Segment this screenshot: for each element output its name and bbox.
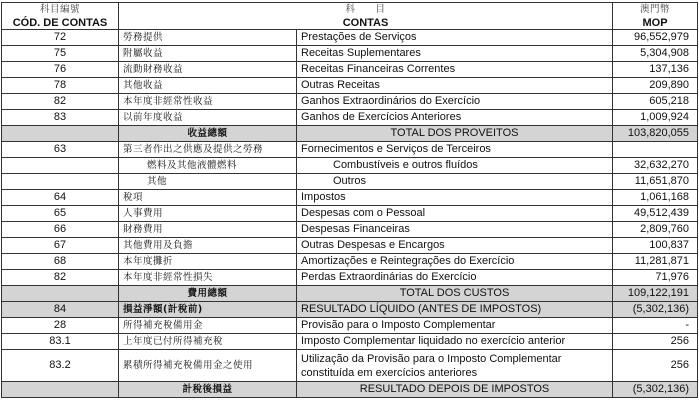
row-code: 76: [2, 62, 119, 78]
row-label-zh: 其他: [119, 174, 297, 190]
total-row-proveitos: [2, 126, 698, 142]
row-label-zh: 流動財務收益: [119, 62, 297, 78]
table-row: [2, 206, 698, 222]
row-label-pt: Despesas Financeiras: [297, 222, 613, 238]
row-label-pt: Amortizações e Reintegrações do Exercício: [297, 254, 613, 270]
row-value: 109,122,191: [613, 286, 698, 302]
row-label-zh: 所得補充稅備用金: [119, 318, 297, 334]
row-label-zh: 本年度非經常性損失: [119, 270, 297, 286]
row-label-zh: 上年度已付所得補充稅: [119, 334, 297, 350]
row-label-pt: RESULTADO DEPOIS DE IMPOSTOS: [297, 382, 613, 398]
row-value: 256: [613, 334, 698, 350]
row-value: [613, 142, 698, 158]
table-row: [2, 334, 698, 350]
row-code: 83.2: [2, 350, 119, 382]
row-label-pt: TOTAL DOS PROVEITOS: [297, 126, 613, 142]
row-label-zh: 其他費用及負擔: [119, 238, 297, 254]
row-label-pt: Outras Receitas: [297, 78, 613, 94]
header-row-zh: [2, 3, 698, 17]
row-code: 75: [2, 46, 119, 62]
row-code: [2, 174, 119, 190]
row-code: 28: [2, 318, 119, 334]
row-label-pt: Combustíveis e outros fluídos: [297, 158, 613, 174]
row-label-pt: Despesas com o Pessoal: [297, 206, 613, 222]
row-value: 5,304,908: [613, 46, 698, 62]
row-value: 137,136: [613, 62, 698, 78]
row-value: -: [613, 318, 698, 334]
row-label-zh: 損益淨額(計稅前): [119, 302, 297, 318]
row-code: 78: [2, 78, 119, 94]
row-label-pt: Ganhos de Exercícios Anteriores: [297, 110, 613, 126]
row-value: 71,976: [613, 270, 698, 286]
row-code: [2, 126, 119, 142]
header-currency-zh: 澳門幣: [613, 3, 698, 17]
row-value: 96,552,979: [613, 30, 698, 46]
row-label-pt: Receitas Financeiras Correntes: [297, 62, 613, 78]
row-code: [2, 382, 119, 398]
row-label-zh: 費用總額: [119, 286, 297, 302]
row-label-pt: Perdas Extraordinárias do Exercício: [297, 270, 613, 286]
row-value: 209,890: [613, 78, 698, 94]
row-value: 11,651,870: [613, 174, 698, 190]
row-label-zh: 收益總額: [119, 126, 297, 142]
row-label-pt: Ganhos Extraordinários do Exercício: [297, 94, 613, 110]
table-row: [2, 78, 698, 94]
table-row: [2, 142, 698, 158]
row-label-zh: 計稅後損益: [119, 382, 297, 398]
header-code-pt: CÓD. DE CONTAS: [2, 16, 119, 30]
header-row-pt: [2, 16, 698, 30]
table-row: [2, 270, 698, 286]
row-value: 32,632,270: [613, 158, 698, 174]
table-row: [2, 350, 698, 382]
row-value: (5,302,136): [613, 382, 698, 398]
row-label-pt: Imposto Complementar liquidado no exercício anterior: [297, 334, 613, 350]
row-value: 1,061,168: [613, 190, 698, 206]
row-code: [2, 158, 119, 174]
row-label-zh: 本年度非經常性收益: [119, 94, 297, 110]
row-label-pt: TOTAL DOS CUSTOS: [297, 286, 613, 302]
row-value: 49,512,439: [613, 206, 698, 222]
row-code: 63: [2, 142, 119, 158]
table-row: [2, 110, 698, 126]
row-label-pt: Receitas Suplementares: [297, 46, 613, 62]
row-label-pt: Prestações de Serviços: [297, 30, 613, 46]
header-contas-zh: 科 目: [119, 3, 613, 17]
row-code: [2, 286, 119, 302]
header-contas-pt: CONTAS: [119, 16, 613, 30]
row-label-zh: 人事費用: [119, 206, 297, 222]
row-value: 605,218: [613, 94, 698, 110]
row-code: 72: [2, 30, 119, 46]
row-label-pt: RESULTADO LÍQUIDO (ANTES DE IMPOSTOS): [297, 302, 613, 318]
table-row: [2, 190, 698, 206]
row-label-zh: 稅項: [119, 190, 297, 206]
row-code: 67: [2, 238, 119, 254]
row-value: 100,837: [613, 238, 698, 254]
table-row: [2, 238, 698, 254]
row-code: 68: [2, 254, 119, 270]
row-label-pt: Fornecimentos e Serviços de Terceiros: [297, 142, 613, 158]
row-code: 83: [2, 110, 119, 126]
row-label-pt: [297, 350, 613, 382]
row-value: 103,820,055: [613, 126, 698, 142]
table-row: [2, 254, 698, 270]
row-value: 1,009,924: [613, 110, 698, 126]
table-row: [2, 62, 698, 78]
row-label-zh: 其他收益: [119, 78, 297, 94]
row-label-pt: Outras Despesas e Encargos: [297, 238, 613, 254]
row-label-zh: 附屬收益: [119, 46, 297, 62]
table-row: [2, 174, 698, 190]
row-code: 82: [2, 270, 119, 286]
row-label-pt: Outros: [297, 174, 613, 190]
row-label-pt-line1: Utilização da Provisão para o Imposto Complementar: [301, 352, 562, 365]
row-label-zh: 以前年度收益: [119, 110, 297, 126]
row-label-zh: 勞務提供: [119, 30, 297, 46]
income-statement: [1, 2, 697, 398]
table-row: [2, 94, 698, 110]
row-code: 64: [2, 190, 119, 206]
result-after-tax-row: [2, 382, 698, 398]
row-code: 66: [2, 222, 119, 238]
row-label-zh: 財務費用: [119, 222, 297, 238]
row-code: 84: [2, 302, 119, 318]
row-value: (5,302,136): [613, 302, 698, 318]
row-value: 2,809,760: [613, 222, 698, 238]
row-label-pt: Impostos: [297, 190, 613, 206]
result-before-tax-row: [2, 302, 698, 318]
row-value: 256: [613, 350, 698, 382]
row-label-pt-line2: constituída em exercícios anteriores: [301, 366, 478, 379]
row-label-zh: 燃料及其他液體燃料: [119, 158, 297, 174]
row-value: 11,281,871: [613, 254, 698, 270]
table-row: [2, 158, 698, 174]
table-row: [2, 318, 698, 334]
row-label-zh: 累積所得補充稅備用金之使用: [119, 350, 297, 382]
header-currency-pt: MOP: [613, 16, 698, 30]
row-label-zh: 第三者作出之供應及提供之勞務: [119, 142, 297, 158]
row-code: 82: [2, 94, 119, 110]
income-statement-table: [1, 2, 698, 398]
row-label-pt: Provisão para o Imposto Complementar: [297, 318, 613, 334]
table-row: [2, 222, 698, 238]
table-row: [2, 46, 698, 62]
total-row-custos: [2, 286, 698, 302]
row-code: 83.1: [2, 334, 119, 350]
row-code: 65: [2, 206, 119, 222]
table-row: [2, 30, 698, 46]
header-code-zh: 科目編號: [2, 3, 119, 17]
row-label-zh: 本年度攤折: [119, 254, 297, 270]
